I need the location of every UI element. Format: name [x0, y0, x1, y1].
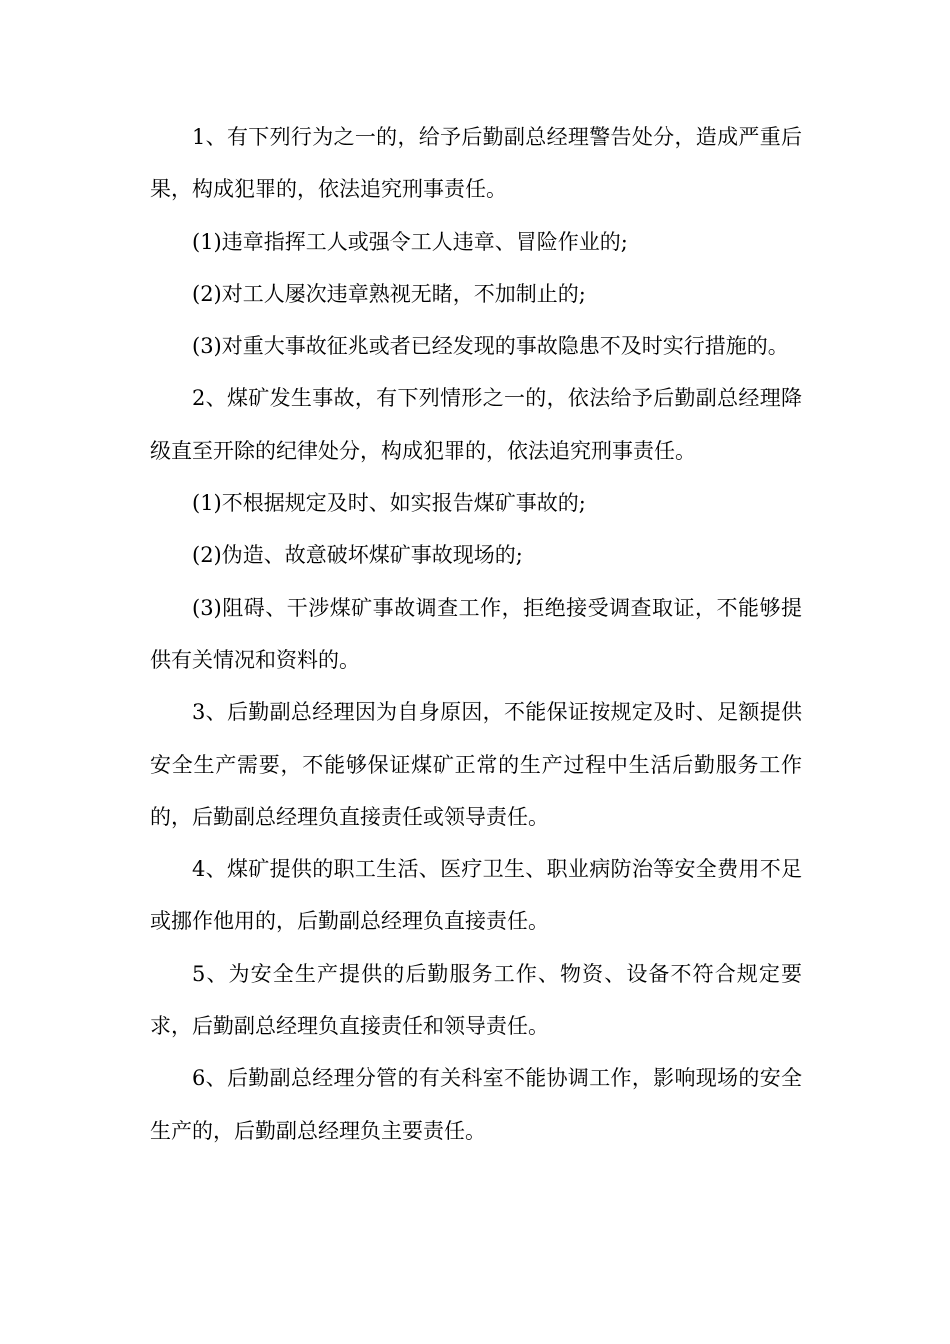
paragraph-clause-2-item-3: (3)阻碍、干涉煤矿事故调查工作，拒绝接受调查取证，不能够提供有关情况和资料的。 [150, 595, 802, 672]
document-body [150, 111, 802, 1157]
paragraph-clause-4: 4、煤矿提供的职工生活、医疗卫生、职业病防治等安全费用不足或挪作他用的，后勤副总经理负直接责任。 [150, 857, 802, 934]
paragraph-clause-2: 2、煤矿发生事故，有下列情形之一的，依法给予后勤副总经理降级直至开除的纪律处分，构成犯罪的，依法追究刑事责任。 [150, 386, 802, 463]
paragraph-clause-6: 6、后勤副总经理分管的有关科室不能协调工作，影响现场的安全生产的，后勤副总经理负主要责任。 [150, 1066, 802, 1143]
paragraph-clause-1-item-1: (1)违章指挥工人或强令工人违章、冒险作业的; [192, 229, 628, 254]
paragraph-clause-2-item-2: (2)伪造、故意破坏煤矿事故现场的; [192, 543, 523, 568]
paragraph-clause-1-item-2: (2)对工人屡次违章熟视无睹，不加制止的; [192, 281, 586, 306]
paragraph-clause-5: 5、为安全生产提供的后勤服务工作、物资、设备不符合规定要求，后勤副总经理负直接责任和领导责任。 [150, 961, 802, 1039]
paragraph-clause-1-item-3: (3)对重大事故征兆或者已经发现的事故隐患不及时实行措施的。 [192, 334, 789, 359]
paragraph-clause-1: 1、有下列行为之一的，给予后勤副总经理警告处分，造成严重后果，构成犯罪的，依法追究刑事责任。 [150, 125, 802, 202]
paragraph-clause-2-item-1: (1)不根据规定及时、如实报告煤矿事故的; [192, 491, 586, 516]
paragraph-clause-3: 3、后勤副总经理因为自身原因，不能保证按规定及时、足额提供安全生产需要，不能够保证煤矿正常的生产过程中生活后勤服务工作的，后勤副总经理负直接责任或领导责任。 [150, 700, 802, 829]
